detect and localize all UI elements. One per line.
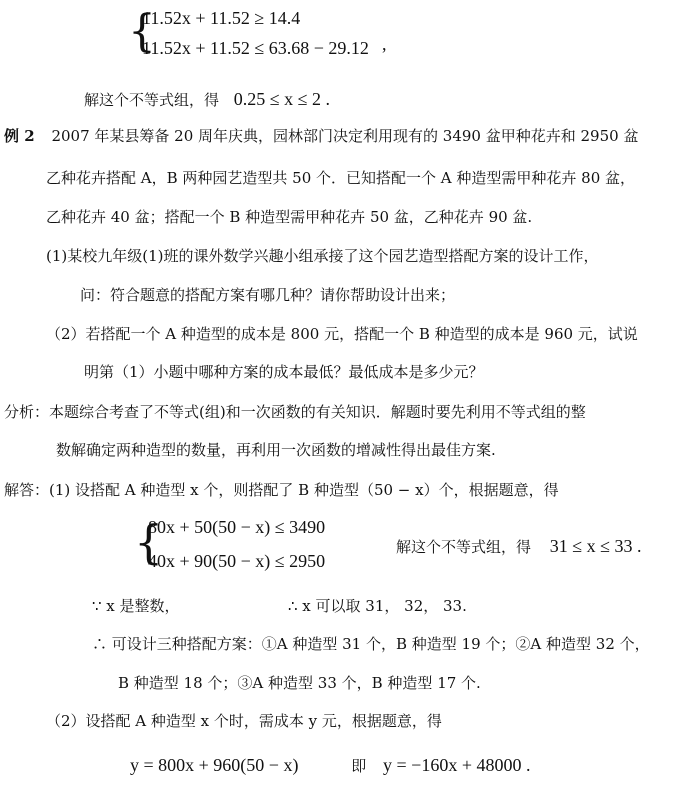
left-brace: { [128,6,156,57]
solution-2-math: 31 ≤ x ≤ 33 . [549,536,642,556]
system-1-comma: , [382,34,387,54]
plans-line-2: B 种造型 18 个；③A 种造型 33 个，B 种造型 17 个. [118,674,481,692]
example-text-1: 2007 年某县筹备 20 周年庆典，园林部门决定利用现有的 3490 盆甲种花卉和 2950 盆 [51,127,639,145]
answer-line-1: 解答：(1) 设搭配 A 种造型 x 个，则搭配了 B 种造型（50 − x）个，根据题意，得 [4,481,559,499]
plans-line-1: ∴ 可设计三种搭配方案：①A 种造型 31 个，B 种造型 19 个；②A 种造型 32 个， [92,635,650,653]
inequality-system-2 [134,512,374,578]
example-line-2: 乙种花卉搭配 A，B 两种园艺造型共 50 个．已知搭配一个 A 种造型需甲种花卉 80 盆， [46,169,636,187]
cost-equation-simplified: y = −160x + 48000 . [383,755,531,775]
inequality-system-1 [128,4,408,64]
analysis-line-1: 分析：本题综合考查了不等式(组)和一次函数的有关知识．解题时要先利用不等式组的整 [4,403,586,421]
system-1-line-1: 11.52x + 11.52 ≥ 14.4 [142,8,301,28]
example-line-3: 乙种花卉 40 盆；搭配一个 B 种造型需甲种花卉 50 盆，乙种花卉 90 盆. [46,208,533,226]
example-label: 例 2 [4,127,35,145]
part-2-line: （2）设搭配 A 种造型 x 个时，需成本 y 元，根据题意，得 [46,712,442,730]
system-1-line-2: 11.52x + 11.52 ≤ 63.68 − 29.12 [142,38,369,58]
equation-line [130,755,531,776]
question-2-line-1: （2）若搭配一个 A 种造型的成本是 800 元，搭配一个 B 种造型的成本是 960 元，试说 [46,325,638,343]
solution-2-text: 解这个不等式组，得 [396,538,532,556]
solution-1-text: 解这个不等式组，得 [84,91,220,109]
ji-label: 即 [351,757,367,775]
solution-1-math: 0.25 ≤ x ≤ 2 . [233,89,331,109]
solution-2 [396,536,642,557]
system-2-line-1: 80x + 50(50 − x) ≤ 3490 [148,517,326,537]
example-line-1 [4,126,638,146]
because-line: ∵ x 是整数， [92,597,180,615]
analysis-line-2: 数解确定两种造型的数量，再利用一次函数的增减性得出最佳方案. [56,441,496,459]
cost-equation: y = 800x + 960(50 − x) [130,755,299,775]
left-brace: { [134,515,164,569]
system-2-line-2: 40x + 90(50 − x) ≤ 2950 [148,551,326,571]
question-1-line-2: 问：符合题意的搭配方案有哪几种？请你帮助设计出来； [80,286,456,304]
question-2-line-2: 明第（1）小题中哪种方案的成本最低？最低成本是多少元？ [84,363,484,381]
question-1-line-1: (1)某校九年级(1)班的课外数学兴趣小组承接了这个园艺造型搭配方案的设计工作， [46,247,599,265]
solution-1 [84,89,330,110]
therefore-line: ∴ x 可以取 31， 32， 33. [288,597,467,615]
